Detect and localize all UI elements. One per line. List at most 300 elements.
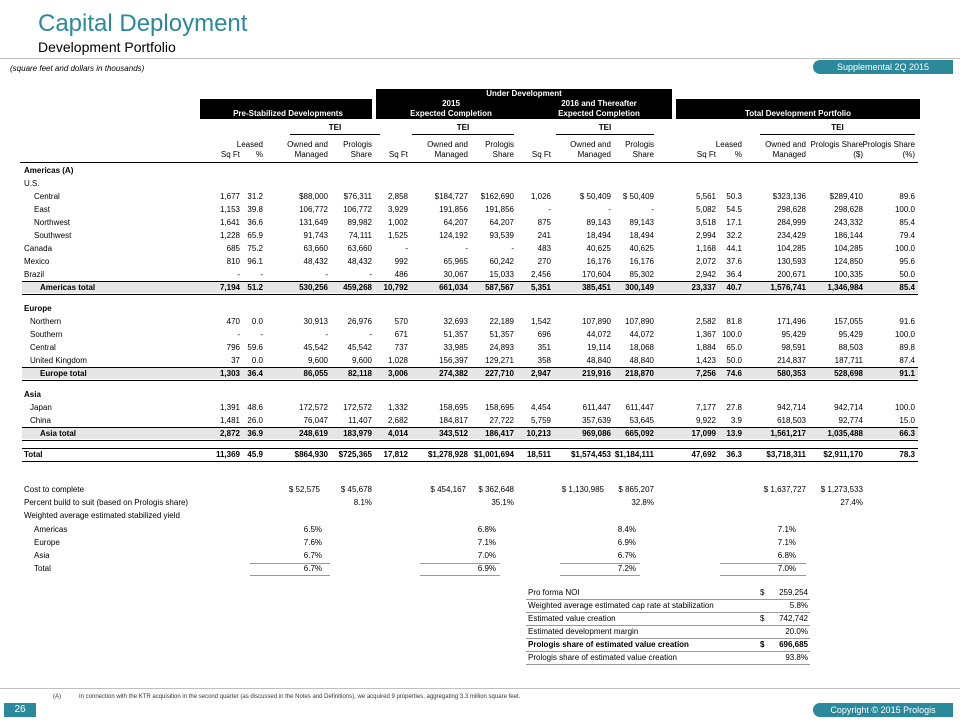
table-cell: 300,149 (625, 283, 654, 292)
column-header: Owned and Managed (570, 140, 611, 159)
table-cell: 59.6 (247, 343, 263, 352)
table-cell: 2,994 (695, 231, 716, 240)
table-cell: 11,407 (348, 416, 372, 425)
yield-value: 6.9% (617, 538, 636, 547)
column-header: Leased % (715, 140, 742, 159)
table-cell: 48,432 (303, 257, 328, 266)
table-cell: 26,976 (347, 317, 372, 326)
table-cell: 48,432 (347, 257, 372, 266)
table-cell: 104,285 (834, 244, 863, 253)
table-cell: 191,856 (485, 205, 514, 214)
table-cell: 459,268 (343, 283, 372, 292)
table-cell: 60,242 (489, 257, 514, 266)
table-cell: 186,144 (834, 231, 863, 240)
table-cell: 64,207 (443, 218, 468, 227)
table-cell: 78.3 (899, 450, 915, 459)
table-cell: $289,410 (829, 192, 863, 201)
table-cell: 2,456 (530, 270, 551, 279)
yield-value: 7.1% (477, 538, 496, 547)
page-subtitle: Development Portfolio (38, 39, 176, 55)
table-cell: 611,447 (625, 403, 654, 412)
column-header: Prologis Share (343, 140, 372, 159)
table-cell: 796 (226, 343, 240, 352)
table-cell: - (405, 244, 408, 253)
yield-value: 6.8% (777, 551, 796, 560)
row-label: Cost to complete (24, 485, 85, 494)
summary-label: Pro forma NOI (528, 588, 580, 597)
subtotal-bottom-rule (22, 461, 918, 462)
y2015-header: 2015 Expected Completion (376, 99, 526, 119)
footer-rule (0, 688, 960, 689)
header-bottom-rule (20, 162, 918, 163)
table-cell: 483 (537, 244, 551, 253)
table-cell: 9,922 (695, 416, 716, 425)
table-cell: 219,916 (582, 369, 611, 378)
table-cell: 241 (537, 231, 551, 240)
column-header: Sq Ft (220, 150, 240, 159)
table-cell: 18,068 (629, 343, 654, 352)
page-number-badge: 26 (4, 703, 36, 717)
table-cell: 157,055 (834, 317, 863, 326)
table-cell: 218,870 (625, 369, 654, 378)
table-cell: 5,759 (530, 416, 551, 425)
table-cell: 104,285 (777, 244, 806, 253)
table-cell: - (325, 330, 328, 339)
summary-currency: $ (760, 614, 765, 623)
table-cell: 611,447 (582, 403, 611, 412)
table-cell: 875 (537, 218, 551, 227)
row-label: Asia total (40, 429, 77, 438)
table-cell: 187,711 (834, 356, 863, 365)
row-label: Weighted average estimated stabilized yield (24, 511, 180, 520)
percent-build-value: 32.8% (631, 498, 654, 507)
table-cell: 76,047 (303, 416, 328, 425)
units-note: (square feet and dollars in thousands) (10, 64, 145, 73)
table-cell: 85.4 (899, 283, 915, 292)
table-cell: 4,454 (530, 403, 551, 412)
table-cell: 170,604 (582, 270, 611, 279)
column-header: Prologis Share (%) (862, 140, 915, 159)
table-cell: $ 50,409 (579, 192, 611, 201)
table-cell: 184,817 (439, 416, 468, 425)
yield-value: 7.6% (303, 538, 322, 547)
table-cell: 685 (226, 244, 240, 253)
table-cell: - (511, 244, 514, 253)
tei-rule (290, 134, 380, 135)
table-cell: 30,067 (443, 270, 468, 279)
table-cell: - (237, 330, 240, 339)
copyright-badge: Copyright © 2015 Prologis (813, 703, 953, 717)
summary-label: Estimated value creation (528, 614, 616, 623)
table-cell: 2,858 (387, 192, 408, 201)
table-cell: 86,055 (303, 369, 328, 378)
table-cell: 37 (231, 356, 240, 365)
table-cell: 942,714 (834, 403, 863, 412)
row-label: Americas (A) (24, 166, 74, 175)
cost-to-complete-value: $ 1,130,985 (561, 485, 604, 494)
summary-currency: $ (760, 588, 765, 597)
yield-value: 6.5% (303, 525, 322, 534)
cost-to-complete-value: $ 45,678 (340, 485, 372, 494)
column-header: Prologis Share (485, 140, 514, 159)
summary-label: Prologis share of estimated value creation (528, 640, 689, 649)
cost-to-complete-value: $ 362,648 (478, 485, 514, 494)
table-cell: 2,072 (695, 257, 716, 266)
table-cell: - (237, 270, 240, 279)
table-cell: 91,743 (303, 231, 328, 240)
table-cell: 36.6 (247, 218, 263, 227)
table-cell: 470 (226, 317, 240, 326)
table-cell: 32.2 (726, 231, 742, 240)
table-cell: 9,600 (307, 356, 328, 365)
row-label: Japan (30, 403, 52, 412)
table-cell: 19,114 (587, 343, 611, 352)
table-cell: 7,177 (695, 403, 716, 412)
table-cell: 24,893 (489, 343, 514, 352)
table-cell: 2,682 (387, 416, 408, 425)
table-cell: 3,006 (387, 369, 408, 378)
row-label: Europe total (40, 369, 87, 378)
table-cell: 3.9 (730, 416, 742, 425)
supplemental-badge: Supplemental 2Q 2015 (813, 60, 953, 74)
table-cell: 106,772 (299, 205, 328, 214)
table-cell: 51.2 (247, 283, 263, 292)
summary-rule (526, 625, 810, 626)
table-cell: 17,812 (383, 450, 408, 459)
cost-to-complete-value: $ 454,167 (430, 485, 466, 494)
table-cell: 15,033 (489, 270, 514, 279)
table-cell: 5,082 (695, 205, 716, 214)
table-cell: 186,417 (485, 429, 514, 438)
yield-value: 6.7% (617, 551, 636, 560)
table-cell: 13.9 (726, 429, 742, 438)
table-cell: 10,792 (383, 283, 408, 292)
table-cell: 39.8 (247, 205, 263, 214)
row-label: Total (24, 450, 43, 459)
table-cell: 243,332 (834, 218, 863, 227)
table-cell: 11,369 (215, 450, 240, 459)
row-label: Asia (34, 551, 50, 560)
table-cell: 9,600 (351, 356, 372, 365)
yield-value: 7.0% (777, 564, 796, 573)
table-cell: 30,913 (303, 317, 328, 326)
yield-value: 7.1% (777, 538, 796, 547)
table-cell: 89.8 (899, 343, 915, 352)
table-cell: 172,572 (343, 403, 372, 412)
row-label: Asia (24, 390, 41, 399)
row-label: Southern (30, 330, 63, 339)
table-cell: 92,774 (838, 416, 863, 425)
table-cell: 79.4 (899, 231, 915, 240)
yield-bottom-rule (420, 575, 500, 576)
column-header: Sq Ft (531, 150, 551, 159)
table-cell: 5,561 (695, 192, 716, 201)
table-cell: 17,099 (691, 429, 716, 438)
table-cell: 1,035,488 (827, 429, 863, 438)
table-cell: 2,942 (695, 270, 716, 279)
table-cell: 1,542 (530, 317, 551, 326)
table-cell: 1,423 (695, 356, 716, 365)
table-cell: 3,518 (695, 218, 716, 227)
yield-bottom-rule (250, 575, 330, 576)
table-cell: 1,002 (387, 218, 408, 227)
table-cell: 1,303 (219, 369, 240, 378)
table-cell: 4,014 (387, 429, 408, 438)
table-cell: 47,692 (691, 450, 716, 459)
table-cell: 358 (537, 356, 551, 365)
table-cell: 54.5 (726, 205, 742, 214)
table-cell: 45,542 (303, 343, 328, 352)
yield-value: 6.9% (477, 564, 496, 573)
table-cell: 32,693 (443, 317, 468, 326)
table-cell: 50.0 (726, 356, 742, 365)
table-cell: $76,311 (343, 192, 372, 201)
table-cell: 17.1 (726, 218, 742, 227)
table-cell: 992 (394, 257, 408, 266)
table-cell: - (465, 244, 468, 253)
table-cell: 44.1 (726, 244, 742, 253)
table-cell: 2,582 (695, 317, 716, 326)
table-cell: 36.9 (247, 429, 263, 438)
row-label: United Kingdom (30, 356, 87, 365)
table-cell: 95,429 (781, 330, 806, 339)
table-cell: 1,481 (219, 416, 240, 425)
table-cell: - (608, 205, 611, 214)
table-cell: $ 50,409 (622, 192, 654, 201)
header-gap-1 (372, 89, 376, 119)
percent-build-value: 35.1% (491, 498, 514, 507)
table-cell: 89,143 (586, 218, 611, 227)
yield-value: 7.1% (777, 525, 796, 534)
table-cell: 357,639 (582, 416, 611, 425)
table-cell: 1,153 (219, 205, 240, 214)
table-cell: 129,271 (485, 356, 514, 365)
column-header: Owned and Managed (287, 140, 328, 159)
row-label: Northwest (34, 218, 71, 227)
row-label: Northern (30, 317, 62, 326)
column-header: Prologis Share ($) (810, 140, 863, 159)
table-cell: 2,947 (530, 369, 551, 378)
tei-rule (412, 134, 514, 135)
table-cell: 3,929 (387, 205, 408, 214)
table-cell: - (369, 330, 372, 339)
table-cell: 810 (226, 257, 240, 266)
column-header: Prologis Share (625, 140, 654, 159)
cost-to-complete-value: $ 52,575 (288, 485, 320, 494)
row-label: Americas total (40, 283, 96, 292)
table-cell: 274,382 (439, 369, 468, 378)
table-cell: 587,567 (485, 283, 514, 292)
yield-value: 6.8% (477, 525, 496, 534)
summary-value: 5.8% (789, 601, 808, 610)
table-cell: 1,228 (219, 231, 240, 240)
table-cell: 85,302 (629, 270, 654, 279)
table-cell: - (548, 205, 551, 214)
table-cell: 16,176 (586, 257, 611, 266)
tei-label: TEI (598, 123, 612, 132)
total-portfolio-header: Total Development Portfolio (676, 99, 920, 119)
row-label: Southwest (34, 231, 72, 240)
table-cell: 27.8 (726, 403, 742, 412)
table-cell: $1,184,111 (614, 450, 654, 459)
table-cell: 40.7 (726, 283, 742, 292)
table-cell: 124,192 (439, 231, 468, 240)
percent-build-value: 8.1% (353, 498, 372, 507)
subtotal-top-rule (22, 448, 918, 449)
row-label: Total (34, 564, 51, 573)
table-cell: 107,890 (582, 317, 611, 326)
tei-rule (760, 134, 915, 135)
table-cell: 298,628 (777, 205, 806, 214)
table-cell: 661,034 (439, 283, 468, 292)
table-cell: 63,660 (347, 244, 372, 253)
table-cell: 45.9 (247, 450, 263, 459)
summary-rule (526, 599, 810, 600)
table-cell: 100.0 (721, 330, 742, 339)
table-cell: 82,118 (347, 369, 372, 378)
table-cell: 1,028 (387, 356, 408, 365)
table-cell: 15.0 (899, 416, 915, 425)
column-header: Sq Ft (388, 150, 408, 159)
table-cell: 100.0 (894, 403, 915, 412)
column-header: Owned and Managed (427, 140, 468, 159)
table-cell: 89,982 (347, 218, 372, 227)
summary-currency: $ (760, 640, 765, 649)
page-title: Capital Deployment (38, 10, 248, 37)
table-cell: 100,335 (834, 270, 863, 279)
table-cell: 1,391 (219, 403, 240, 412)
table-cell: 942,714 (777, 403, 806, 412)
table-cell: 75.2 (247, 244, 263, 253)
table-cell: 100.0 (894, 205, 915, 214)
table-cell: 98,591 (781, 343, 806, 352)
table-cell: 48,840 (586, 356, 611, 365)
y2016-header: 2016 and Thereafter Expected Completion (526, 99, 672, 119)
table-cell: 1,332 (387, 403, 408, 412)
table-cell: 16,176 (629, 257, 654, 266)
table-cell: 74.6 (726, 369, 742, 378)
table-cell: 618,503 (777, 416, 806, 425)
table-cell: 1,525 (387, 231, 408, 240)
table-cell: 1,677 (219, 192, 240, 201)
yield-value: 7.0% (477, 551, 496, 560)
table-cell: 91.1 (899, 369, 915, 378)
table-cell: 18,494 (629, 231, 654, 240)
subtotal-top-rule (22, 427, 918, 428)
table-cell: 1,026 (530, 192, 551, 201)
row-label: Americas (34, 525, 68, 534)
table-cell: 74,111 (348, 231, 372, 240)
table-cell: 53,645 (629, 416, 654, 425)
row-label: Canada (24, 244, 53, 253)
table-cell: 298,628 (834, 205, 863, 214)
subtotal-bottom-rule (22, 294, 918, 295)
table-cell: 36.4 (726, 270, 742, 279)
yield-value: 7.2% (617, 564, 636, 573)
table-cell: 7,256 (695, 369, 716, 378)
table-cell: - (369, 270, 372, 279)
table-cell: 88,503 (838, 343, 863, 352)
table-cell: 1,168 (695, 244, 716, 253)
row-label: Percent build to suit (based on Prologis share) (24, 498, 189, 507)
table-cell: 969,086 (582, 429, 611, 438)
table-cell: 37.6 (726, 257, 742, 266)
table-cell: $184,727 (434, 192, 468, 201)
table-cell: 107,890 (625, 317, 654, 326)
table-cell: 10,213 (526, 429, 551, 438)
summary-value: 742,742 (779, 614, 808, 623)
table-cell: $1,001,694 (473, 450, 514, 459)
table-cell: 63,660 (303, 244, 328, 253)
table-cell: 183,979 (343, 429, 372, 438)
tei-label: TEI (831, 123, 844, 132)
table-cell: 171,496 (777, 317, 806, 326)
row-label: Europe (34, 538, 60, 547)
table-cell: $864,930 (294, 450, 328, 459)
table-cell: 5,351 (530, 283, 551, 292)
table-cell: 1,884 (695, 343, 716, 352)
table-cell: 131,649 (299, 218, 328, 227)
table-cell: 580,353 (777, 369, 806, 378)
summary-value: 93.8% (785, 653, 808, 662)
table-cell: 124,850 (834, 257, 863, 266)
table-cell: 40,625 (586, 244, 611, 253)
table-cell: 26.0 (247, 416, 263, 425)
table-cell: 671 (394, 330, 408, 339)
table-cell: 50.0 (899, 270, 915, 279)
table-cell: 44,072 (629, 330, 654, 339)
table-cell: 51,357 (443, 330, 468, 339)
table-cell: 1,576,741 (770, 283, 806, 292)
table-cell: 85.4 (899, 218, 915, 227)
row-label: Europe (24, 304, 52, 313)
summary-rule (526, 638, 810, 639)
pre-stabilized-header: Pre-Stabilized Developments (200, 99, 376, 119)
table-cell: 130,593 (777, 257, 806, 266)
table-cell: 36.4 (247, 369, 263, 378)
table-cell: 106,772 (343, 205, 372, 214)
table-cell: 96.1 (247, 257, 263, 266)
table-cell: 1,561,217 (770, 429, 806, 438)
table-cell: 40,625 (629, 244, 654, 253)
footnote (53, 694, 538, 700)
row-label: China (30, 416, 51, 425)
table-cell: $2,911,170 (823, 450, 863, 459)
table-cell: $3,718,311 (766, 450, 806, 459)
subtotal-top-rule (22, 281, 918, 282)
table-cell: 81.8 (726, 317, 742, 326)
table-cell: 158,695 (439, 403, 468, 412)
table-cell: 1,346,984 (827, 283, 863, 292)
table-cell: 530,256 (299, 283, 328, 292)
table-cell: 284,999 (777, 218, 806, 227)
table-cell: 343,512 (439, 429, 468, 438)
table-cell: 48,840 (629, 356, 654, 365)
table-cell: 156,397 (439, 356, 468, 365)
subtotal-bottom-rule (22, 380, 918, 381)
summary-value: 20.0% (785, 627, 808, 636)
table-cell: 270 (537, 257, 551, 266)
table-cell: 100.0 (894, 244, 915, 253)
column-header: Leased % (236, 140, 263, 159)
summary-value: 696,685 (779, 640, 808, 649)
summary-label: Weighted average estimated cap rate at stabilization (528, 601, 714, 610)
table-cell: 95,429 (838, 330, 863, 339)
table-cell: 486 (394, 270, 408, 279)
table-cell: 214,837 (777, 356, 806, 365)
table-cell: 48.6 (247, 403, 263, 412)
row-label: Central (30, 343, 56, 352)
